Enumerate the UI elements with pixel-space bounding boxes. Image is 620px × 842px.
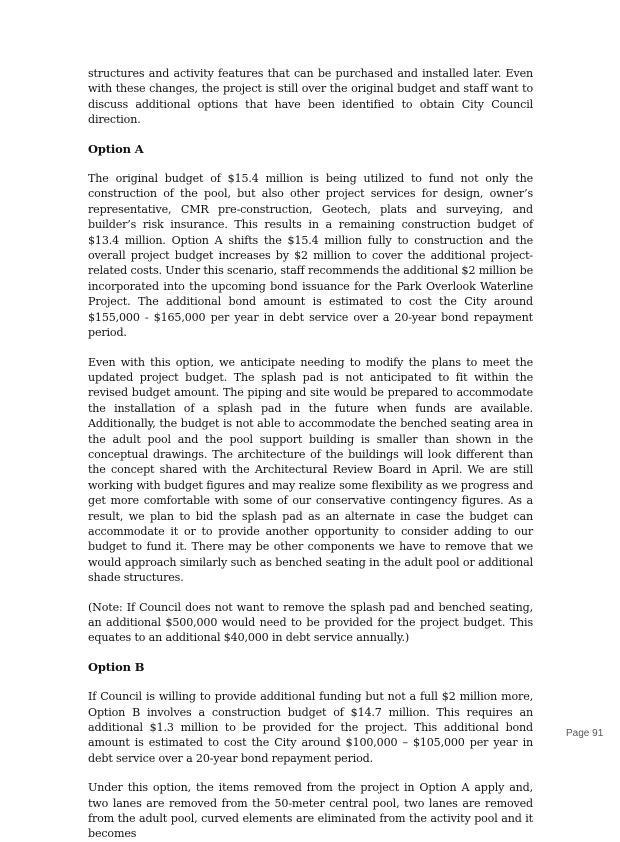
paragraph-note: (Note: If Council does not want to remove the splash pad and benched seating, an additional $500,000 would need to be provided for the project budget. This equates to an additional $40,000 in debt service annually.) bbox=[88, 600, 533, 645]
document-body bbox=[88, 66, 533, 842]
paragraph-option-a-modifications: Even with this option, we anticipate needing to modify the plans to meet the updated project budget. The splash pad is not anticipated to fit within the revised budget amount. The piping and site would be prepared to accommodate the installation of a splash pad in the future when funds are available. Additionally, the budget is not able to accommodate the benched seating area in the adult pool and the pool support building is smaller than shown in the conceptual drawings. The architecture of the buildings will look different than the concept shared with the Architectural Review Board in April. We are still working with budget figures and may realize some flexibility as we progress and get more comfortable with some of our conservative contingency figures. As a result, we plan to bid the splash pad as an alternate in case the budget can accommodate it or to provide another opportunity to consider adding to our budget to fund it. There may be other components we have to remove that we would approach similarly such as benched seating in the adult pool or additional shade structures. bbox=[88, 355, 533, 585]
paragraph-option-a-budget: The original budget of $15.4 million is being utilized to fund not only the construction of the pool, but also other project services for design, owner’s representative, CMR pre-construction, Geotech, plats and surveying, and builder’s risk insurance. This results in a remaining construction budget of $13.4 million. Option A shifts the $15.4 million fully to construction and the overall project budget increases by $2 million to cover the additional project-related costs. Under this scenario, staff recommends the additional $2 million be incorporated into the upcoming bond issuance for the Park Overlook Waterline Project. The additional bond amount is estimated to cost the City around $155,000 - $165,000 per year in debt service over a 20-year bond repayment period. bbox=[88, 172, 533, 340]
heading-option-b: Option B bbox=[88, 659, 145, 674]
paragraph-intro: structures and activity features that can be purchased and installed later. Even with these changes, the project is still over the original budget and staff want to discuss additional options that have been identified to obtain City Council direction. bbox=[88, 67, 533, 127]
heading-option-a: Option A bbox=[88, 141, 144, 156]
page-number: Page 91 bbox=[566, 728, 604, 739]
paragraph-option-b-removals: Under this option, the items removed from the project in Option A apply and, two lanes are removed from the 50-meter central pool, two lanes are removed from the adult pool, curved elements are eliminated from the activity pool and it becomes bbox=[88, 781, 533, 841]
paragraph-option-b-budget: If Council is willing to provide additional funding but not a full $2 million more, Option B involves a construction budget of $14.7 million. This requires an additional $1.3 million to be provided for the project. This additional bond amount is estimated to cost the City around $100,000 – $105,000 per year in debt service over a 20-year bond repayment period. bbox=[88, 690, 533, 765]
